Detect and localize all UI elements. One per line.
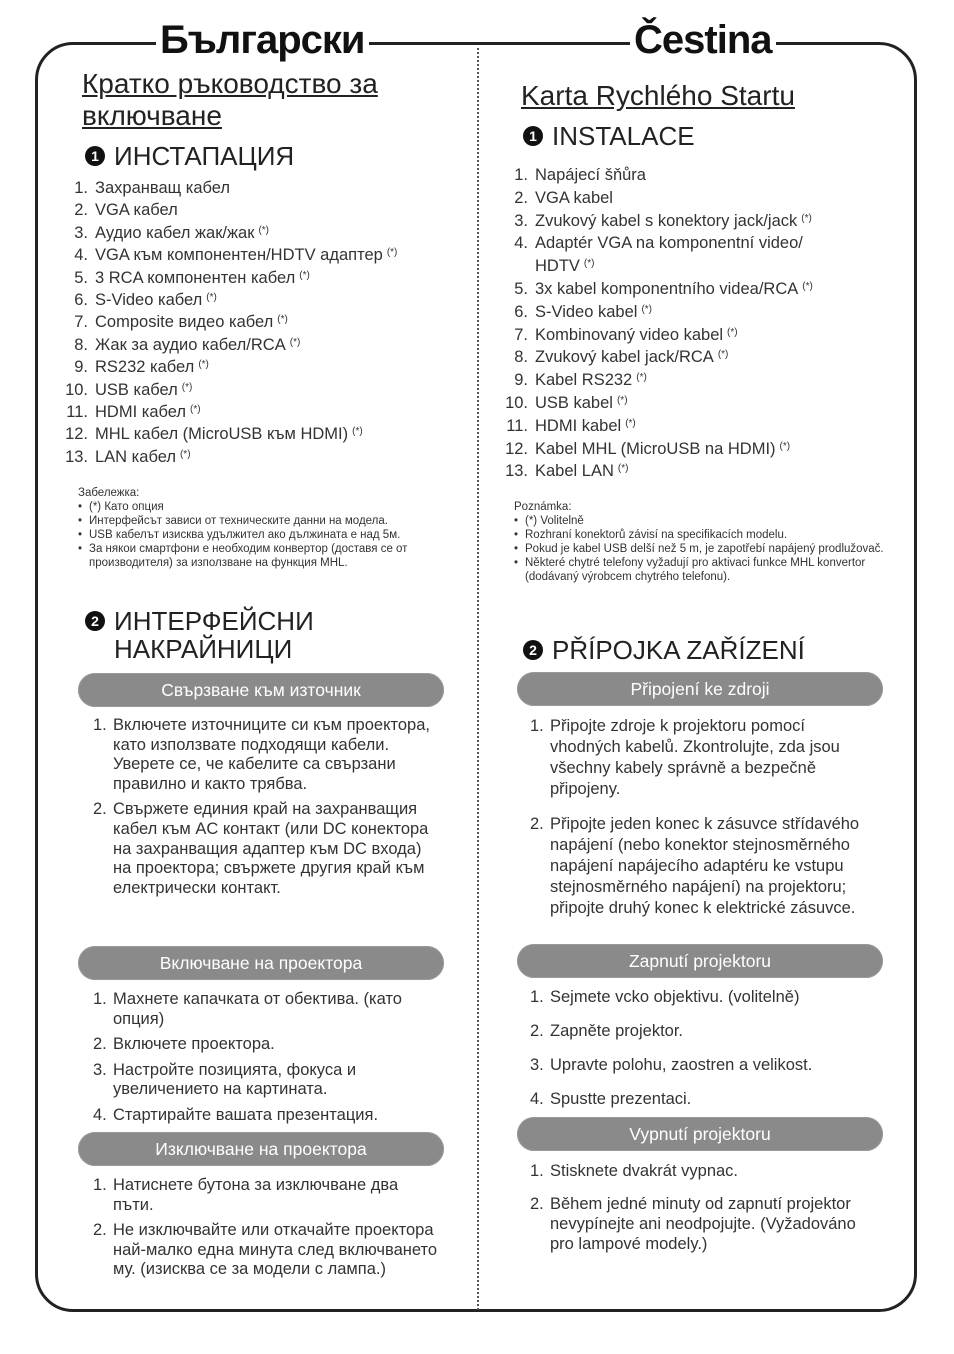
optional-mark: (*) — [190, 404, 201, 416]
number-2-icon: 2 — [85, 611, 105, 631]
item-text: Kabel MHL (MicroUSB na HDMI) — [535, 439, 776, 458]
step-item — [93, 1061, 443, 1100]
cz-connection-title: PŘÍPOJKA ZAŘÍZENÍ — [552, 635, 805, 665]
item-text: HDTV — [535, 257, 580, 276]
item-text: Kombinovaný video kabel — [535, 325, 724, 344]
item-text: Composite видео кабел — [95, 313, 274, 332]
step-number: 2. — [530, 815, 544, 833]
item-number: 2. — [514, 188, 528, 207]
bg-power-on-steps — [93, 990, 443, 1132]
cz-notes — [514, 500, 884, 584]
item-number: 5. — [514, 279, 528, 298]
item-number — [500, 255, 528, 278]
list-item — [500, 460, 813, 483]
bullet-icon: • — [514, 515, 519, 527]
item-number: 12. — [65, 425, 88, 444]
bulgarian-language-title: Български — [156, 14, 369, 66]
optional-mark: (*) — [277, 314, 288, 326]
step-item — [93, 800, 443, 898]
list-item — [500, 324, 813, 347]
bg-notes — [78, 486, 476, 570]
item-text: HDMI kabel — [535, 416, 622, 435]
step-item — [530, 987, 880, 1008]
cz-package-list — [500, 164, 813, 483]
item-text: VGA kabel — [535, 188, 613, 207]
item-number: 13. — [65, 447, 88, 466]
step-text: Připojte zdroje k projektoru pomocí vhodných kabelů. Zkontrolujte, zda jsou všechny kabely správně a bezpečně připojeny. — [550, 717, 840, 798]
note-item — [78, 528, 476, 542]
optional-mark: (*) — [779, 440, 791, 452]
note-item — [514, 556, 884, 584]
bullet-icon: • — [78, 543, 83, 555]
step-item — [93, 1176, 438, 1215]
item-number: 13. — [505, 462, 528, 481]
item-text: VGA кабел — [95, 201, 178, 220]
step-item — [93, 1106, 443, 1126]
bg-install-heading — [85, 142, 294, 170]
optional-mark: (*) — [641, 303, 652, 315]
item-text: Adaptér VGA na komponentní video/ — [535, 234, 803, 253]
item-number: 5. — [74, 268, 88, 287]
column-divider — [477, 48, 479, 1310]
cz-section-bar-power-on: Zapnutí projektoru — [517, 944, 883, 978]
note-text: Některé chytré telefony vyžadují pro aktivaci funkce MHL konvertor (dodávaný výrobcem chytrého telefonu). — [525, 557, 866, 583]
bg-connect-steps — [93, 716, 443, 904]
step-text: Свържете единия край на захранващия кабел към AC контакт (или DC конектора на захранващия адаптер към DC входа) на проектора; свържете другия край към електрически контакт. — [113, 800, 429, 897]
bg-note-title: Забележка: — [78, 487, 140, 499]
step-text: Не изключвайте или откачайте проектора най-малко една минута след включването му. (изисква се за модели с лампа.) — [113, 1221, 438, 1279]
czech-language-title: Čestina — [630, 14, 776, 66]
item-text: Захранващ кабел — [95, 179, 231, 197]
item-text: Napájecí šňůra — [535, 166, 646, 184]
list-item — [500, 392, 813, 415]
list-item — [60, 267, 397, 289]
list-item — [500, 255, 813, 278]
item-text: S-Video кабел — [95, 291, 203, 310]
step-number: 1. — [93, 990, 107, 1008]
cz-section-bar-power-off: Vypnutí projektoru — [517, 1117, 883, 1151]
list-item — [60, 311, 397, 333]
item-text: Kabel LAN — [535, 462, 614, 481]
step-item — [530, 1089, 880, 1110]
step-number: 1. — [93, 1176, 107, 1194]
note-text: Rozhraní konektorů závisí na specifikacích modelu. — [525, 529, 788, 541]
item-text: LAN кабел — [95, 447, 176, 466]
item-number: 2. — [74, 201, 88, 220]
note-text: (*) Volitelně — [525, 515, 584, 527]
list-item — [500, 164, 813, 187]
item-text: MHL кабел (MicroUSB към HDMI) — [95, 425, 349, 444]
bullet-icon: • — [78, 529, 83, 541]
item-number: 9. — [74, 358, 88, 377]
step-text: Включете проектора. — [113, 1035, 275, 1054]
item-text: VGA към компонентен/HDTV адаптер — [95, 246, 383, 265]
item-number: 7. — [514, 325, 528, 344]
note-text: За някои смартфони е необходим конвертор (доставя се от производителя) за използване на функция MHL. — [89, 543, 408, 569]
cz-note-title: Poznámka: — [514, 501, 572, 513]
cz-guide-title: Karta Rychlého Startu — [521, 80, 795, 111]
cz-install-title: INSTALACE — [552, 121, 695, 151]
item-number: 11. — [66, 403, 88, 422]
optional-mark: (*) — [617, 463, 629, 475]
list-item — [500, 346, 813, 369]
bullet-icon: • — [78, 515, 83, 527]
note-item — [514, 542, 884, 556]
step-item — [530, 1055, 880, 1076]
cz-connect-steps — [530, 716, 880, 933]
list-item — [60, 356, 397, 378]
item-text: RS232 кабел — [95, 358, 195, 377]
bg-section-bar-power-off: Изключване на проектора — [78, 1132, 444, 1166]
step-number: 3. — [93, 1060, 107, 1079]
list-item — [500, 187, 813, 210]
list-item — [500, 232, 813, 255]
item-number: 6. — [74, 291, 88, 310]
optional-mark: (*) — [179, 448, 191, 460]
step-item — [93, 1221, 438, 1280]
step-text: Upravte polohu, zaostren a velikost. — [550, 1056, 813, 1074]
item-text: Zvukový kabel jack/RCA — [535, 348, 714, 367]
number-1-icon: 1 — [523, 126, 543, 146]
bg-section-bar-connect-source: Свързване към източник — [78, 673, 444, 707]
step-number: 1. — [530, 988, 544, 1006]
step-number: 2. — [93, 1221, 107, 1240]
item-number: 3. — [514, 211, 528, 230]
step-text: Стартирайте вашата презентация. — [113, 1105, 379, 1124]
note-item — [514, 528, 884, 542]
bg-connection-title-line2: НАКРАЙНИЦИ — [114, 634, 293, 664]
item-text: Zvukový kabel s konektory jack/jack — [535, 211, 798, 230]
item-text: USB кабел — [95, 380, 178, 399]
step-text: Натиснете бутона за изключване два пъти. — [113, 1176, 399, 1214]
list-item — [60, 423, 397, 445]
step-number: 2. — [93, 800, 107, 819]
step-number: 1. — [530, 717, 544, 735]
step-item — [530, 1194, 880, 1254]
item-number: 1. — [74, 179, 88, 197]
item-number: 6. — [514, 302, 528, 321]
step-item — [530, 1021, 880, 1042]
item-number: 1. — [514, 166, 528, 184]
number-2-icon: 2 — [523, 640, 543, 660]
note-item — [78, 500, 476, 514]
item-text: 3 RCA компонентен кабел — [95, 268, 296, 287]
step-text: Připojte jeden konec k zásuvce střídavého napájení (nebo konektor stejnosměrného napájení napájecího adaptéru ke vstupu stejnosměrného napájení) na projektoru; připojte druhý konec k elektrické zásuvce. — [550, 815, 860, 917]
list-item — [60, 289, 397, 311]
step-text: Stisknete dvakrát vypnac. — [550, 1162, 739, 1180]
step-number: 1. — [530, 1162, 544, 1180]
list-item — [500, 210, 813, 233]
note-text: Pokud je kabel USB delší než 5 m, je zapotřebí napájený prodlužovač. — [525, 543, 884, 555]
item-number: 4. — [514, 234, 528, 253]
step-item — [530, 1161, 880, 1181]
bullet-icon: • — [514, 557, 519, 569]
number-1-icon: 1 — [85, 146, 105, 166]
cz-power-on-steps — [530, 987, 880, 1123]
step-item — [530, 814, 880, 919]
step-text: Включете източниците си към проектора, като използвате подходящи кабели. Уверете се, че кабелите са свързани правилно и както трябва. — [113, 716, 430, 793]
optional-mark: (*) — [258, 224, 270, 236]
list-item — [60, 446, 397, 468]
step-number: 1. — [93, 716, 107, 734]
cz-connection-heading — [523, 636, 805, 664]
list-item — [500, 278, 813, 301]
note-text: Интерфейсът зависи от техническите данни на модела. — [89, 515, 388, 527]
bg-section-bar-power-on: Включване на проектора — [78, 946, 444, 980]
optional-mark: (*) — [727, 326, 738, 338]
item-number: 9. — [514, 371, 528, 390]
item-number: 10. — [65, 380, 88, 399]
optional-mark: (*) — [198, 359, 209, 371]
item-text: USB kabel — [535, 393, 613, 412]
optional-mark: (*) — [583, 258, 595, 270]
bg-guide-title-line2: включване — [82, 100, 222, 131]
item-number: 8. — [514, 348, 528, 367]
step-number: 4. — [530, 1090, 544, 1108]
cz-power-off-steps — [530, 1161, 880, 1267]
list-item — [500, 369, 813, 392]
optional-mark: (*) — [802, 280, 813, 292]
optional-mark: (*) — [181, 381, 193, 393]
bullet-icon: • — [78, 501, 83, 513]
item-number: 11. — [506, 416, 528, 435]
step-number: 3. — [530, 1056, 544, 1074]
bg-connection-title-line1: ИНТЕРФЕЙСНИ — [114, 606, 314, 636]
step-item — [93, 716, 443, 794]
step-item — [93, 990, 443, 1029]
optional-mark: (*) — [801, 212, 812, 224]
step-text: Během jedné minuty od zapnutí projektor nevypínejte ani neodpojujte. (Vyžadováno pro lampové modely.) — [550, 1195, 856, 1253]
note-item — [514, 514, 884, 528]
bg-package-list — [60, 177, 397, 468]
list-item — [60, 401, 397, 423]
optional-mark: (*) — [289, 336, 301, 348]
optional-mark: (*) — [625, 417, 636, 429]
note-item — [78, 514, 476, 528]
note-text: (*) Като опция — [89, 501, 164, 513]
optional-mark: (*) — [206, 292, 217, 304]
item-number: 12. — [505, 439, 528, 458]
list-item — [60, 177, 397, 199]
list-item — [500, 415, 813, 438]
list-item — [60, 199, 397, 221]
bg-connection-heading — [85, 607, 314, 663]
item-number: 10. — [505, 393, 528, 412]
item-text: Жак за аудио кабел/RCA — [95, 335, 286, 354]
item-number: 3. — [74, 223, 88, 242]
bullet-icon: • — [514, 529, 519, 541]
list-item — [500, 301, 813, 324]
step-number: 2. — [93, 1035, 107, 1054]
step-item — [93, 1035, 443, 1055]
optional-mark: (*) — [352, 426, 363, 438]
bg-guide-title-line1: Кратко ръководство за — [82, 68, 378, 99]
note-text: USB кабелът изисква удължител ако дължината е над 5м. — [89, 529, 401, 541]
optional-mark: (*) — [616, 394, 628, 406]
item-text: Аудио кабел жак/жак — [95, 223, 255, 242]
bg-power-off-steps — [93, 1176, 438, 1286]
note-item — [78, 542, 476, 570]
item-number: 7. — [74, 313, 88, 332]
step-text: Махнете капачката от обектива. (като опция) — [113, 990, 402, 1028]
bg-install-title: ИНСТАПАЦИЯ — [114, 141, 295, 171]
item-text: Kabel RS232 — [535, 371, 633, 390]
cz-section-bar-connect-source: Připojení ke zdroji — [517, 672, 883, 706]
optional-mark: (*) — [717, 349, 729, 361]
cz-install-heading — [523, 122, 695, 150]
step-text: Spustte prezentaci. — [550, 1090, 692, 1108]
optional-mark: (*) — [386, 247, 398, 259]
step-text: Настройте позицията, фокуса и увеличението на картината. — [113, 1060, 357, 1099]
step-item — [530, 716, 880, 800]
list-item — [500, 438, 813, 461]
item-text: S-Video kabel — [535, 302, 638, 321]
list-item — [60, 244, 397, 266]
list-item — [60, 379, 397, 401]
bullet-icon: • — [514, 543, 519, 555]
item-number: 8. — [74, 335, 88, 354]
list-item — [60, 222, 397, 244]
step-number: 4. — [93, 1105, 107, 1124]
list-item — [60, 334, 397, 356]
item-number: 4. — [74, 246, 88, 265]
step-text: Sejmete vcko objektivu. (volitelně) — [550, 988, 800, 1006]
optional-mark: (*) — [299, 269, 310, 281]
item-text: HDMI кабел — [95, 403, 187, 422]
step-number: 2. — [530, 1022, 544, 1040]
optional-mark: (*) — [636, 372, 647, 384]
step-text: Zapněte projektor. — [550, 1022, 683, 1040]
item-text: 3x kabel komponentního videa/RCA — [535, 279, 799, 298]
step-number: 2. — [530, 1195, 544, 1213]
